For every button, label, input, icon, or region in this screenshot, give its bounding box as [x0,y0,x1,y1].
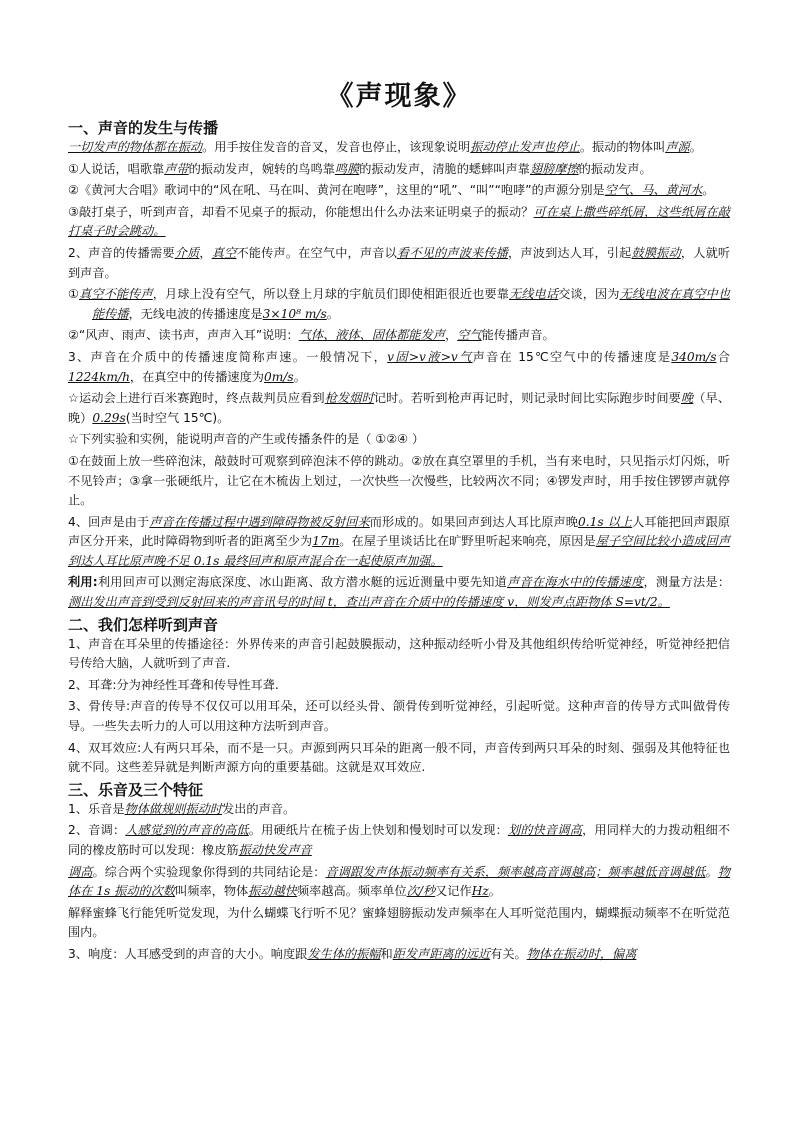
text: 。用硬纸片在梳子齿上快划和慢划时可以发现： [248,823,508,838]
text: 又记作 [435,884,472,899]
paragraph-binaural: 4、双耳效应:人有两只耳朵，而不是一只。声源到两只耳朵的距离一般不同，声音传到两只耳朵的时刻、强弱及其他特征也就不同。这些差异就是判断声源方向的重要基础。这就是双耳效应. [68,740,730,775]
text: 。振动的物体叫 [579,140,666,154]
text: 合 [716,349,730,364]
text: ，在真空中的传播速度为 [129,369,264,384]
answer: 无线电话 [509,287,559,302]
text: 人耳能把回声跟原声区分开来，此时障碍物到听者的距离至少为 [68,514,731,549]
section-heading-3: 三、乐音及三个特征 [68,780,204,799]
text: 3、响度：人耳感受到的声音的大小。响度跟 [68,946,308,961]
text: 叫频率，物体 [175,884,249,899]
text: ， [199,245,212,260]
text: 不能传声。在空气中，声音以 [236,245,397,260]
answer: 气体、液体、固体都能发声 [298,328,445,343]
answer: 物体在 1s 振动的次数 [68,864,731,899]
text: (当时空气 15℃)。 [125,410,230,425]
paragraph-vacuum [68,285,730,324]
answer: 振动停止发声也停止 [470,140,580,154]
text: ，测量方法是： [643,575,731,590]
text: 2、声音的传播需要 [68,245,175,260]
text: 频率越高。频率单位 [296,884,407,899]
paragraph-vibration [68,138,730,158]
paragraph-musical-tone [68,800,730,820]
text: 。在屋子里谈话比在旷野里听起来响亮，原因是 [339,534,596,549]
paragraph-sound-speed [68,348,730,387]
answer: 测出发出声音到受到反射回来的声音讯号的时间 t，查出声音在介质中的传播速度 v，则发声点距物体 S=vt/2。 [68,595,670,610]
paragraph-options: ①在鼓面上放一些碎泡沫，敲鼓时可观察到碎泡沫不停的跳动。②放在真空罩里的手机，当有来电时，只见指示灯闪烁，听不见铃声；③拿一张硬纸片，让它在木梳齿上划过，一次快些一次慢些，比较两次不同；④锣发声时，用手按住锣锣声就停止。 [68,453,730,508]
answer: 翅膀摩擦 [529,161,579,176]
answer: 音调跟发声体振动频率有关系，频率越高音调越高；频率越低音调越低 [325,864,706,879]
answer: 划的快音调高 [507,823,583,838]
text: 记时。若听到枪声再记时，则记录时间比实际跑步时间要 [373,391,681,406]
answer: 0m/s [263,369,294,384]
text: 。 [326,306,339,321]
answer: 一切发声的物体都在振动 [68,140,203,154]
answer: 1224km/h [68,369,130,384]
section-heading-1: 一、声音的发生与传播 [68,119,219,137]
text: 的振动发声。 [578,161,652,176]
text: ②“风声、雨声、读书声，声声入耳”说明： [68,328,299,343]
text: ②《黄河大合唱》歌词中的“风在吼、马在叫、黄河在咆哮”，这里的“吼”、“叫”“咆哮”的声源分别是 [68,183,605,198]
text: ③敲打桌子，听到声音，却看不见桌子的振动，你能想出什么办法来证明桌子的振动？ [68,204,534,219]
text: 和 [380,946,393,961]
answer: 17m [312,534,340,549]
answer: 枪发烟时 [324,391,374,406]
answer: 屋子空间比较小造成回声到达人耳比原声晚不足 0.1s 最终回声和原声混合在一起使原声加强。 [68,534,731,568]
text: ， [445,328,458,343]
answer: 振动越快 [248,884,297,899]
answer: 声音在传播过程中遇到障碍物被反射回来 [149,514,370,529]
paragraph-hearing-path: 1、声音在耳朵里的传播途径：外界传来的声音引起鼓膜振动，这种振动经听小骨及其他组织传给听觉神经，听觉神经把信号传给大脑，人就听到了声音. [68,636,730,671]
answer: 无线电波在真空中也能传播 [92,287,731,321]
paragraph-loudness [68,945,730,965]
answer: 振动快发声音 [238,843,312,857]
answer: 鸣膜 [334,161,360,176]
paragraph-bone-conduction: 3、骨传导:声音的传导不仅仅可以用耳朵，还可以经头骨、颌骨传到听觉神经，引起听觉。这种声音的传导方式叫做骨传导。一些失去听力的人可以用这种方法听到声音。 [68,699,730,734]
answer: 介质 [174,245,200,260]
answer: v固>v液>v气 [387,349,473,364]
paragraph-race [68,389,730,428]
answer: Hz [471,884,489,899]
text: 2、音调： [68,823,126,838]
text: 。 [705,864,718,879]
text: 1、乐音是 [68,801,125,816]
paragraph-echo-use [68,573,730,612]
paragraph-pitch [68,821,730,860]
text: 。 [702,183,715,198]
text: 。 [488,884,501,899]
answer: 发生体的振幅 [307,946,381,961]
document-page [68,78,730,967]
text: 。 [293,369,306,384]
paragraph-echo [68,513,730,572]
paragraph-bee-butterfly: 解释蜜蜂飞行能凭听觉发现，为什么蝴蝶飞行听不见？蜜蜂翅膀振动发声频率在人耳听觉范围内，蝴蝶振动频率不在听觉范围内。 [68,905,730,940]
text: 的振动发声，婉转的鸟鸣靠 [188,161,335,176]
paragraph-question: ☆下列实验和实例，能说明声音的产生或传播条件的是（ ①②④ ） [68,432,425,447]
answer: 调高 [68,864,93,879]
answer: 晚 [680,391,694,406]
text: 声音在 15℃空气中的传播速度是 [472,349,672,364]
text: 。 [689,140,702,154]
text: 发出的声音。 [222,801,296,816]
answer: 声音在海水中的传播速度 [507,575,644,590]
answer: 真空 [211,245,237,260]
answer: 340m/s [671,349,717,364]
answer: 可在桌上撒些碎纸屑，这些纸屑在敲打桌子时会跳动。 [68,204,730,239]
text: ，用同样大的力拨动粗细不同的橡皮筋时可以发现：橡皮筋 [68,823,731,857]
text: ，人就听到声音。 [68,245,731,280]
answer: 鼓膜振动 [631,245,681,260]
text: 能传播声音。 [481,328,555,343]
text: 有关。 [490,946,527,961]
answer: 声源 [665,140,690,154]
text: 而形成的。如果回声到达人耳比原声晚 [369,514,579,529]
answer: 声带 [164,161,189,176]
text: 4、回声是由于 [68,514,150,529]
text: 。综合两个实验现象你得到的共同结论是： [92,864,326,879]
text: 利用回声可以测定海底深度、冰山距离、敌方潜水艇的远近测量中要先知道 [97,575,508,590]
paragraph-yellow-river [68,181,730,201]
paragraph-medium [68,244,730,283]
answer: 真空不能传声 [79,287,153,302]
answer: 3×10⁸ m/s [262,306,327,321]
answer: 人感觉到的声音的高低 [125,823,249,838]
text: ① [68,287,80,302]
answer: 次/秒 [406,884,436,899]
label-bold: 利用: [68,575,98,590]
paragraph-deafness: 2、耳聋:分为神经性耳聋和传导性耳聋. [68,677,279,692]
document-title: 《声现象》 [326,81,472,112]
answer: 0.1s 以上 [578,514,633,529]
text: ☆运动会上进行百米赛跑时，终点裁判员应看到 [68,391,325,406]
paragraph-table-knock [68,203,730,242]
text: 3、声音在介质中的传播速度简称声速。一般情况下， [68,349,388,364]
answer: 距发声距离的远近 [392,946,491,961]
answer: 物体在振动时，偏离 [526,946,637,961]
paragraph-wind-rain [68,326,730,346]
answer: 物体做规则振动时 [124,801,223,816]
text: ，无线电波的传播速度是 [128,306,263,321]
text: ①人说话，唱歌靠 [68,161,165,176]
text: （早、晚） [68,391,731,425]
answer: 空气 [457,328,482,343]
paragraph-sources [68,160,730,180]
answer: 空气、马、黄河水 [604,183,703,198]
paragraph-frequency [68,863,730,902]
text: 交谈，因为 [558,287,620,302]
section-heading-2: 二、我们怎样听到声音 [68,615,219,634]
text: 的振动发声，清脆的蟋蟀叫声靠 [359,161,530,176]
answer: 看不见的声波来传播 [396,245,509,260]
text: ，声波到达人耳，引起 [508,245,632,260]
text: 。用手按住发音的音叉，发音也停止，该现象说明 [202,140,471,154]
answer: 0.29s [92,410,126,425]
text: ，月球上没有空气，所以登上月球的宇航员们即使相距很近也要靠 [152,287,509,302]
